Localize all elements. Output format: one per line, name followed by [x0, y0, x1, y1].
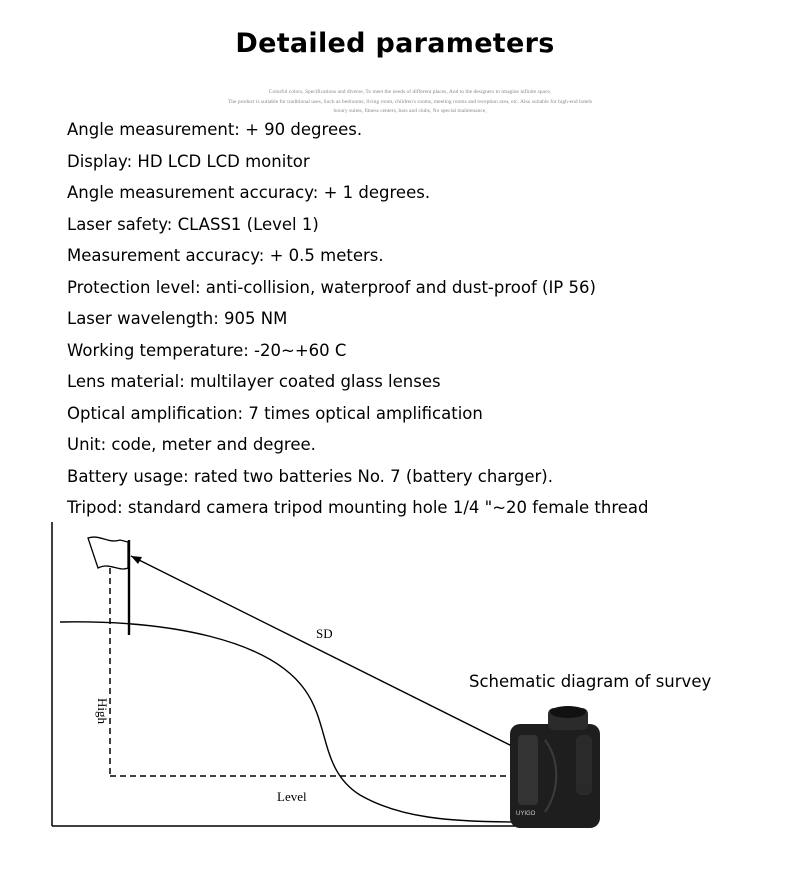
survey-diagram: [0, 515, 790, 872]
page-title: Detailed parameters: [235, 28, 555, 59]
subtitle-line: luxury suites, fitness centers, bars and clubs, No special maintenance,: [333, 108, 487, 114]
parameter-item: Tripod: standard camera tripod mounting hole 1/4 "~20 female thread: [67, 498, 649, 517]
rangefinder-device-icon: [510, 706, 600, 828]
parameter-item: Battery usage: rated two batteries No. 7 (battery charger).: [67, 466, 553, 486]
subtitle-text: [150, 88, 670, 117]
sd-line: [131, 556, 540, 760]
sd-label: SD: [316, 626, 333, 641]
parameter-item: Working temperature: -20~+60 C: [67, 340, 347, 360]
level-label: Level: [277, 789, 307, 804]
parameter-item: Angle measurement accuracy: + 1 degrees.: [67, 183, 431, 202]
parameter-item: Unit: code, meter and degree.: [67, 435, 316, 454]
parameter-item: Display: HD LCD LCD monitor: [67, 151, 310, 171]
parameter-list: [67, 116, 767, 526]
subtitle-line: The product is suitable for traditional uses, Such as bedrooms, living room, children's rooms, meeting rooms and reception area, etc. Also suitable for high-end hotels: [227, 98, 593, 105]
high-label: High: [95, 698, 110, 724]
parameter-item: Measurement accuracy: + 0.5 meters.: [67, 246, 384, 265]
parameter-item: Laser wavelength: 905 NM: [67, 309, 288, 328]
subtitle-line: Colorful colors, Specifications and diverse, To meet the needs of different places, And to the designers to imagine infinite space,: [268, 89, 552, 95]
parameter-item: Optical amplification: 7 times optical amplification: [67, 403, 483, 423]
diagram-caption: Schematic diagram of survey: [469, 672, 712, 691]
parameter-item: Angle measurement: + 90 degrees.: [67, 120, 363, 139]
parameter-item: Protection level: anti-collision, waterproof and dust-proof (IP 56): [67, 277, 596, 297]
parameter-item: Lens material: multilayer coated glass lenses: [67, 372, 441, 391]
parameter-item: Laser safety: CLASS1 (Level 1): [67, 214, 319, 234]
device-brand-label: UYIGO: [516, 811, 536, 817]
flag-icon: [88, 537, 128, 569]
